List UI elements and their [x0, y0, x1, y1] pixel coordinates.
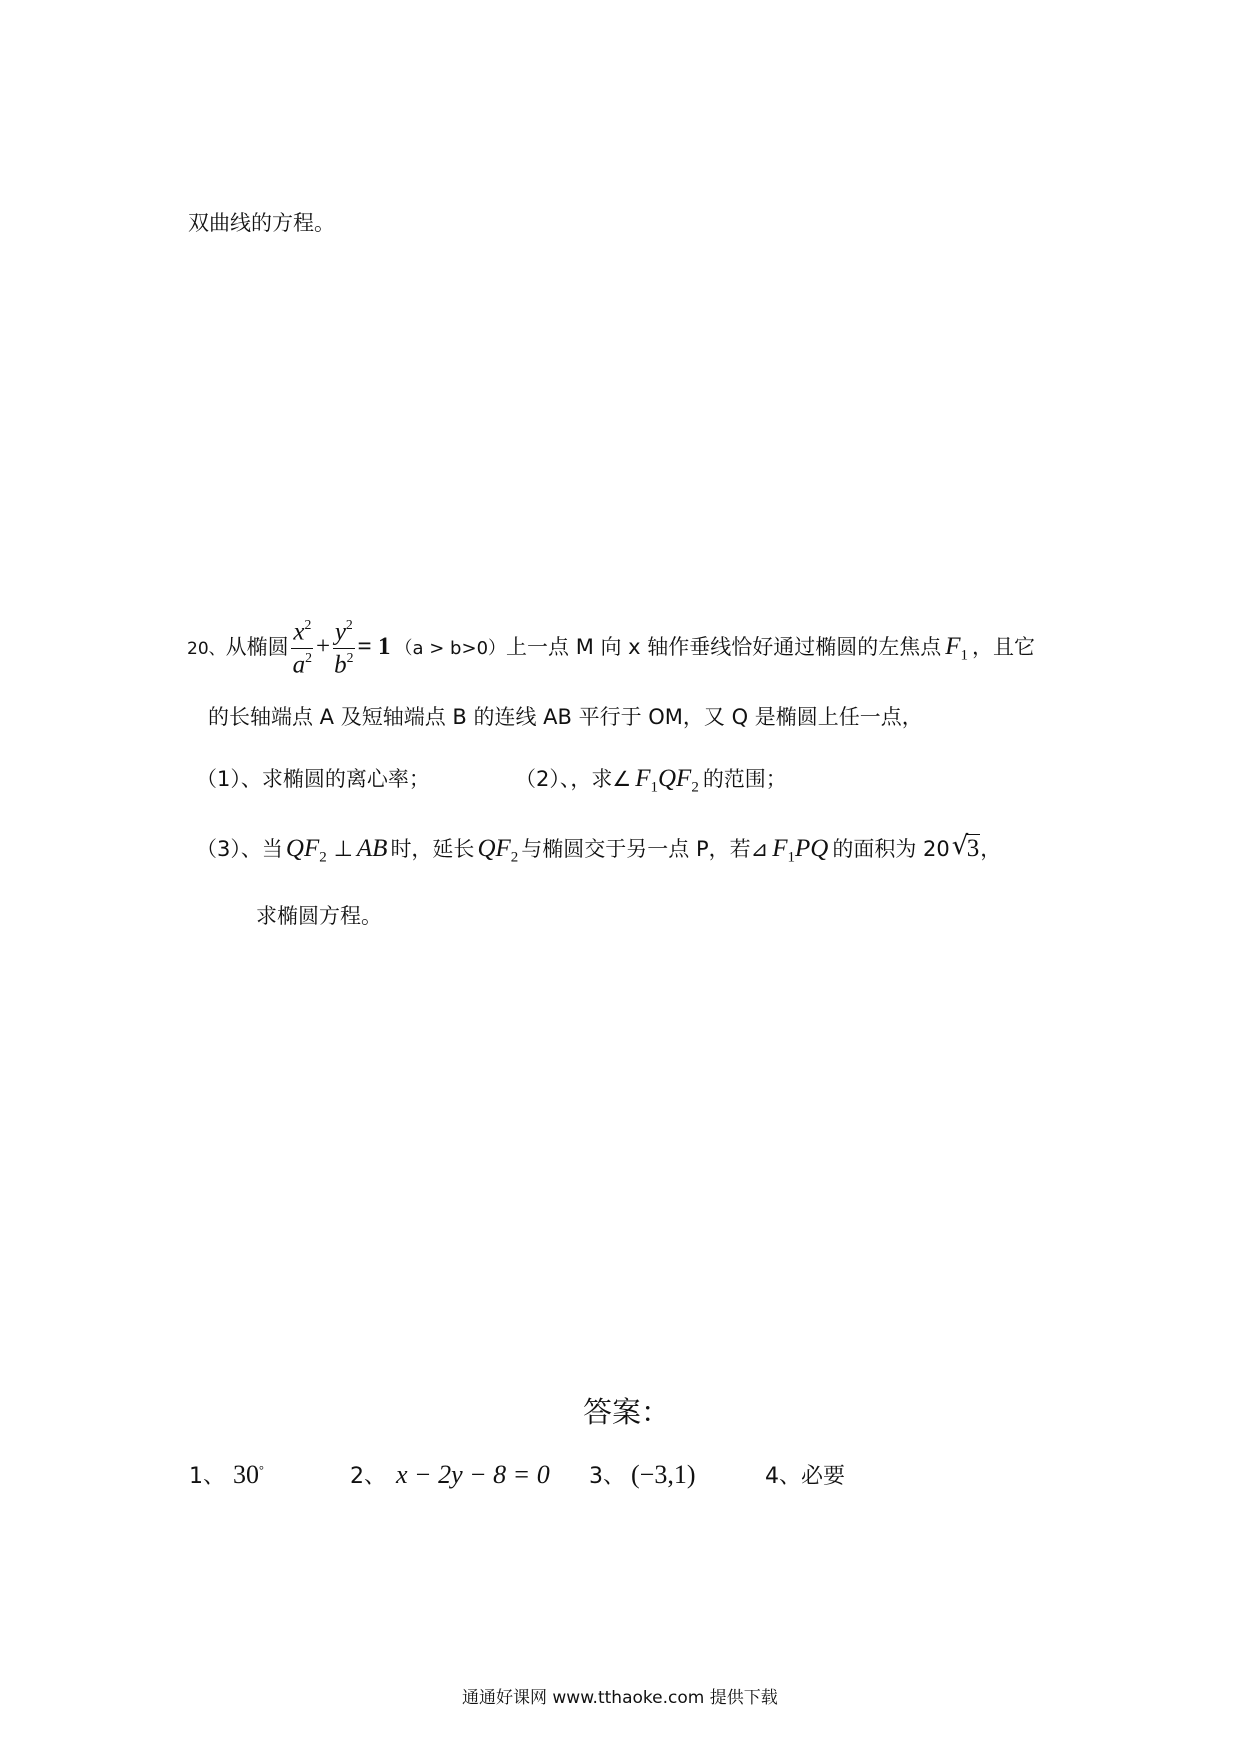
prev-question-tail: 双曲线的方程。: [188, 211, 335, 235]
footer-source: 通通好课网 www.tthaoke.com 提供下载: [462, 1688, 778, 1708]
q20-part3-line2: 求椭圆方程。: [256, 904, 382, 928]
focus-f1: $F_1$: [945, 633, 969, 664]
answer-2: 2、 x − 2y − 8 = 0: [350, 1460, 550, 1489]
answer-4: 4、必要: [765, 1464, 846, 1489]
sqrt-3: √ 3: [951, 831, 980, 862]
answer-3: 3、 (−3,1): [589, 1460, 696, 1489]
answers-title: 答案：: [583, 1395, 671, 1429]
angle-f1qf2: $F_1QF_2$: [635, 765, 699, 796]
fraction-y2-b2: $\frac{y^2}{b^2}$: [334, 617, 354, 678]
q20-line1: 20、从椭圆 $\frac{x^2}{a^2}$ + $\frac{y^2}{b^2}$ = 1 （a > b>0）上一点 M 向 x 轴作垂线恰好通过椭圆的左焦点 $F_1$ ，且它: [187, 617, 1036, 678]
q20-part2: （2）、，求∠ $F_1QF_2$ 的范围；: [515, 765, 787, 796]
q20-part1: （1）、求椭圆的离心率；: [196, 767, 430, 791]
q20-part3: （3）、当 $QF_2$ ⊥ AB 时，延长 $QF_2$ 与椭圆交于另一点 P，若⊿ $F_1PQ$ 的面积为 20 √ 3，: [196, 831, 1002, 866]
q20-number: 20、: [187, 639, 226, 660]
fraction-x2-a2: $\frac{x^2}{a^2}$: [292, 617, 313, 678]
q20-line2: 的长轴端点 A 及短轴端点 B 的连线 AB 平行于 OM，又 Q 是椭圆上任一点，: [208, 705, 923, 729]
q20-condition: （a > b>0）: [394, 638, 507, 660]
answer-1: 1、 30°: [189, 1460, 264, 1489]
